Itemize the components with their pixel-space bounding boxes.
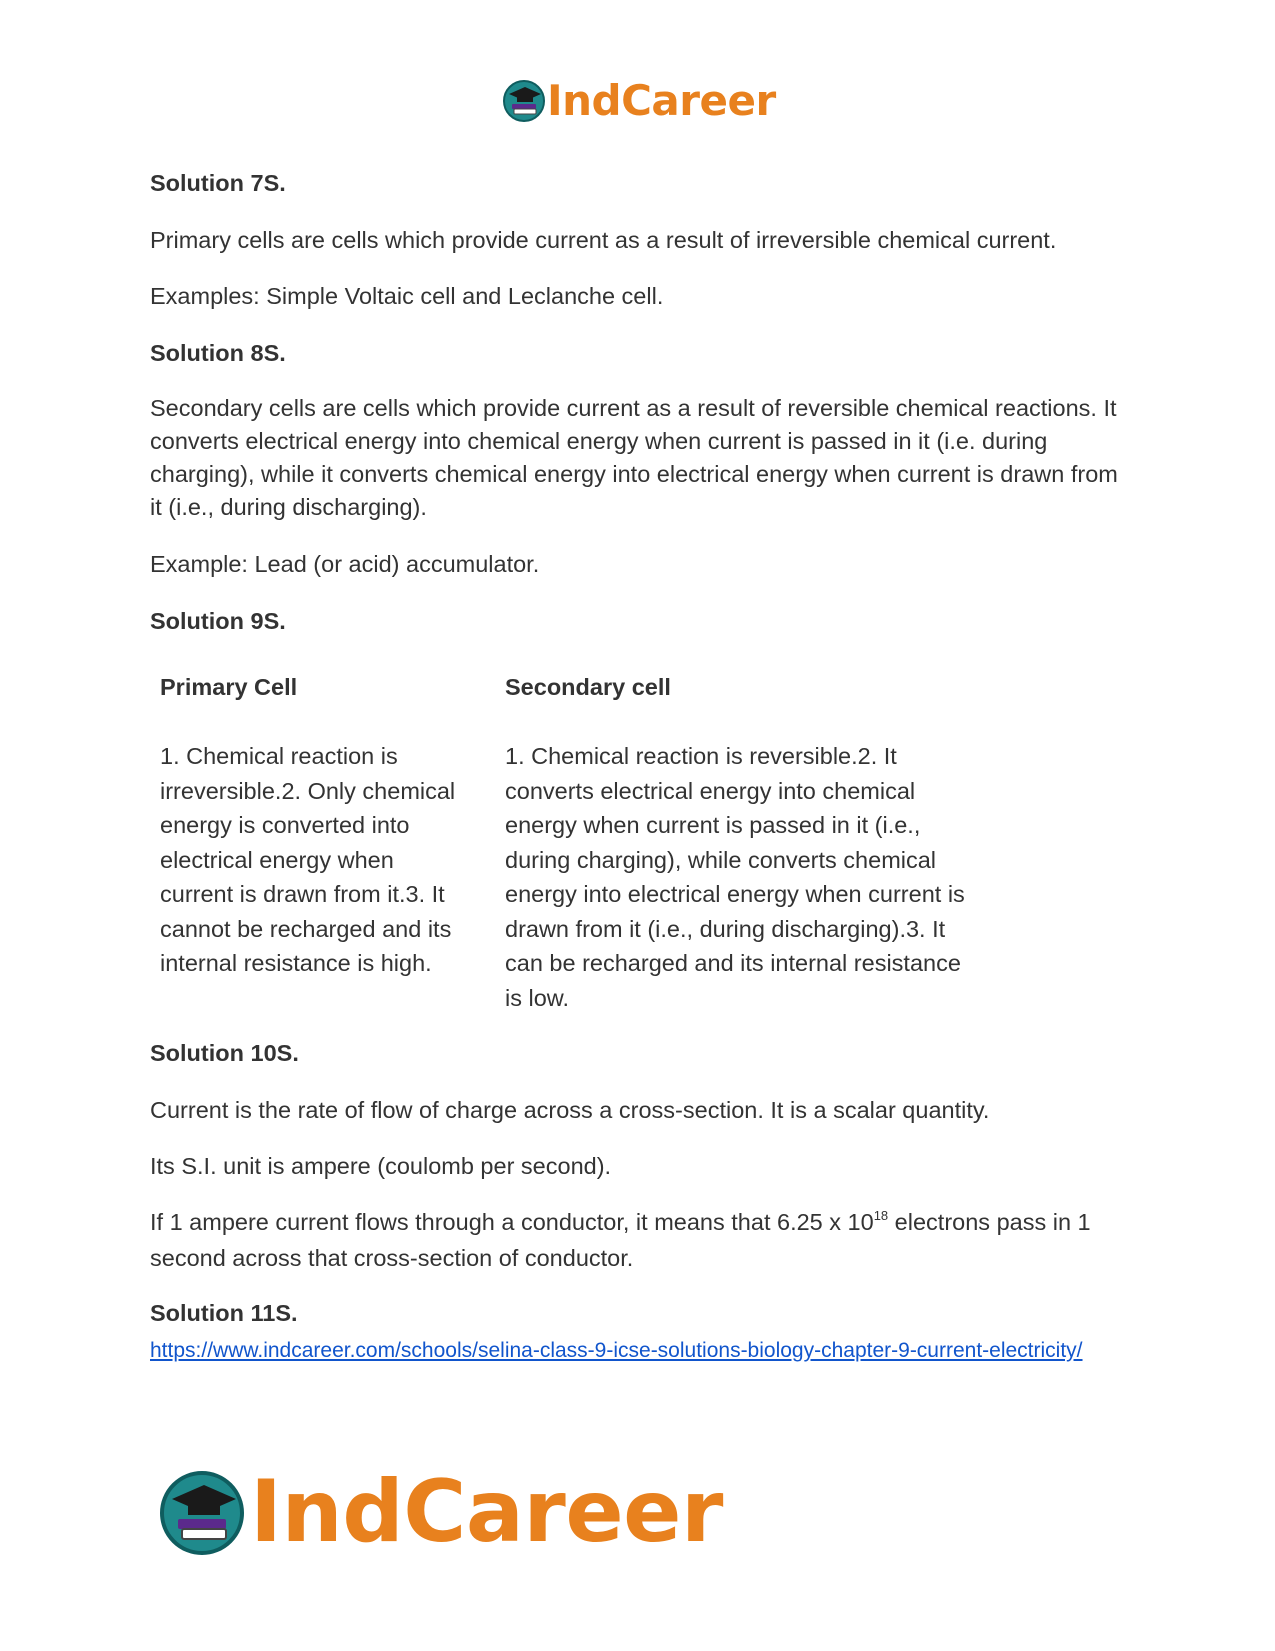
solution-7s-title: Solution 7S. bbox=[150, 170, 286, 196]
table-header-secondary-cell: Secondary cell bbox=[505, 674, 671, 700]
solution-8s-paragraph-2: Example: Lead (or acid) accumulator. bbox=[150, 551, 540, 577]
graduation-books-icon bbox=[160, 1471, 244, 1555]
solution-10s-title: Solution 10S. bbox=[150, 1040, 299, 1066]
table-cell-primary: 1. Chemical reaction is irreversible.2. Only chemical energy is converted into electrical energy when current is drawn from it.3. It cannot be recharged and its internal resistance is high. bbox=[160, 743, 456, 976]
solution-8s-paragraph-1: Secondary cells are cells which provide current as a result of reversible chemical reactions. It converts electrical energy into chemical energy when current is passed in it (i.e. during charging), while it converts chemical energy into electrical energy when current is drawn from it (i.e., during discharging). bbox=[150, 395, 1118, 520]
solution-7s-paragraph-1: Primary cells are cells which provide current as a result of irreversible chemical current. bbox=[150, 227, 1057, 253]
table-header-primary-cell: Primary Cell bbox=[160, 674, 298, 700]
logo-text: IndCareer bbox=[250, 1462, 723, 1562]
logo-top bbox=[503, 78, 776, 124]
electron-count-text: If 1 ampere current flows through a conductor, it means that 6.25 x 10 bbox=[150, 1209, 874, 1235]
solution-7s-paragraph-2: Examples: Simple Voltaic cell and Leclanche cell. bbox=[150, 283, 664, 309]
solution-8s-title: Solution 8S. bbox=[150, 340, 286, 366]
exponent: 18 bbox=[873, 1208, 889, 1223]
solution-10s-paragraph-2: Its S.I. unit is ampere (coulomb per second). bbox=[150, 1153, 612, 1179]
graduation-books-icon bbox=[503, 80, 545, 122]
electron-count-text-rest: electrons pass in 1 second across that cross-section of conductor. bbox=[150, 1209, 1091, 1271]
logo-text: IndCareer bbox=[547, 76, 776, 125]
solution-10s-paragraph-3 bbox=[150, 1206, 1130, 1275]
solution-10s-paragraph-1: Current is the rate of flow of charge across a cross-section. It is a scalar quantity. bbox=[150, 1097, 990, 1123]
logo-bottom bbox=[160, 1462, 723, 1562]
footer-link-wrap bbox=[150, 1332, 1125, 1366]
solution-11s-title: Solution 11S. bbox=[150, 1300, 298, 1326]
solution-9s-title: Solution 9S. bbox=[150, 608, 286, 634]
table-cell-secondary: 1. Chemical reaction is reversible.2. It converts electrical energy into chemical energy when current is passed in it (i.e., during charging), while converts chemical energy into electrical energy when current is drawn from it (i.e., during discharging).3. It can be recharged and its internal resistance is low. bbox=[505, 743, 965, 1011]
source-link[interactable]: https://www.indcareer.com/schools/selina-class-9-icse-solutions-biology-chapter-9-current-electricity/ bbox=[150, 1339, 1083, 1362]
